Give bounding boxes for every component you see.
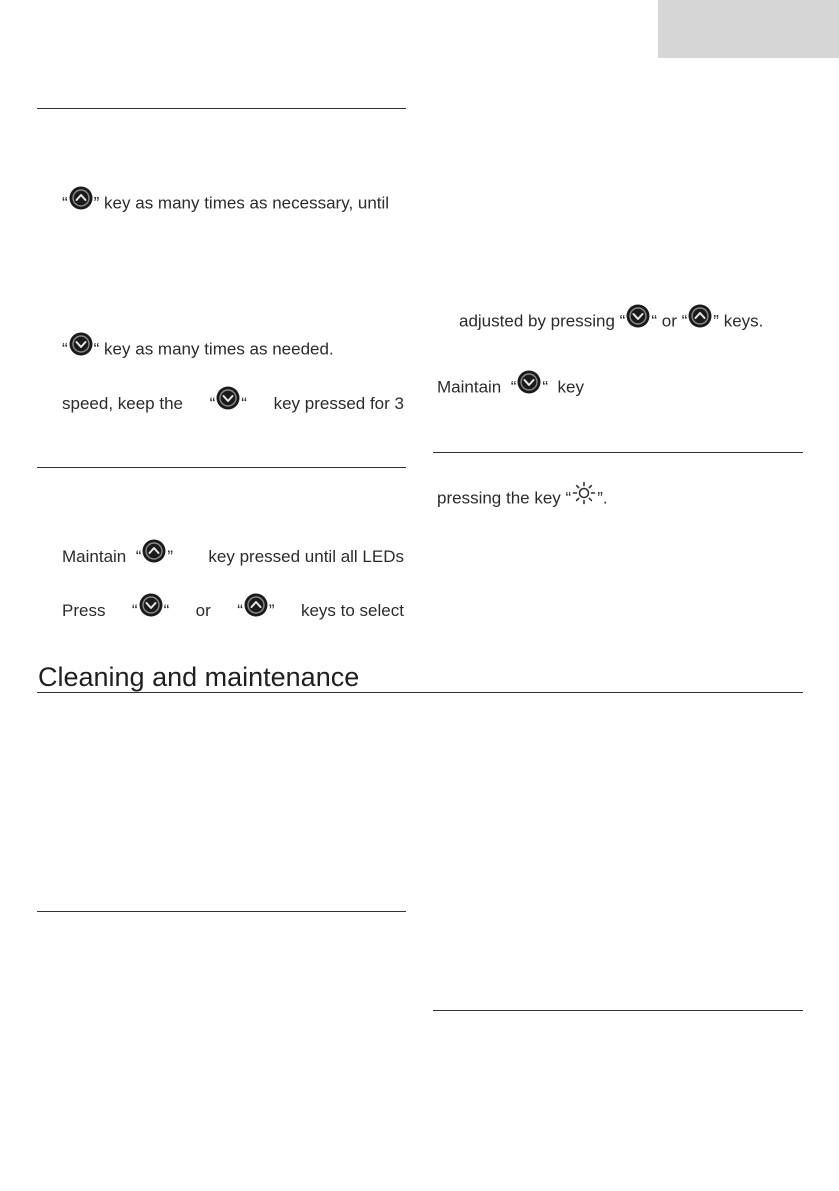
up-arrow-key-icon: [688, 304, 712, 328]
instruction-line: “ “ key as many times as needed.: [62, 338, 334, 362]
up-arrow-key-icon: [142, 539, 166, 563]
section-divider: [37, 108, 406, 109]
down-arrow-key-icon: [69, 332, 93, 356]
instruction-line: Maintain “ ” key pressed until all LEDs: [62, 545, 404, 569]
down-arrow-key-icon: [216, 386, 240, 410]
down-arrow-key-icon: [139, 593, 163, 617]
instruction-line: speed, keep the “ “ key pressed for 3: [62, 392, 404, 416]
down-arrow-key-icon: [626, 304, 650, 328]
section-title: Cleaning and maintenance: [38, 662, 360, 692]
up-arrow-key-icon: [244, 593, 268, 617]
down-arrow-key-icon: [517, 370, 541, 394]
section-divider: [37, 911, 406, 912]
section-divider: [433, 452, 803, 453]
instruction-line: Maintain “ “ key: [437, 376, 584, 400]
instruction-line: Press “ “ or “ ” keys to select: [62, 599, 404, 623]
language-tab: [658, 0, 839, 58]
section-divider: [37, 467, 406, 468]
instruction-line: adjusted by pressing “ “ or “ ” keys.: [459, 310, 763, 334]
light-icon: [572, 481, 596, 505]
up-arrow-key-icon: [69, 186, 93, 210]
instruction-line: pressing the key “ ”.: [437, 487, 608, 511]
section-title-rule: [37, 692, 803, 693]
instruction-line: “ ” key as many times as necessary, until: [62, 192, 389, 216]
section-divider: [433, 1010, 803, 1011]
